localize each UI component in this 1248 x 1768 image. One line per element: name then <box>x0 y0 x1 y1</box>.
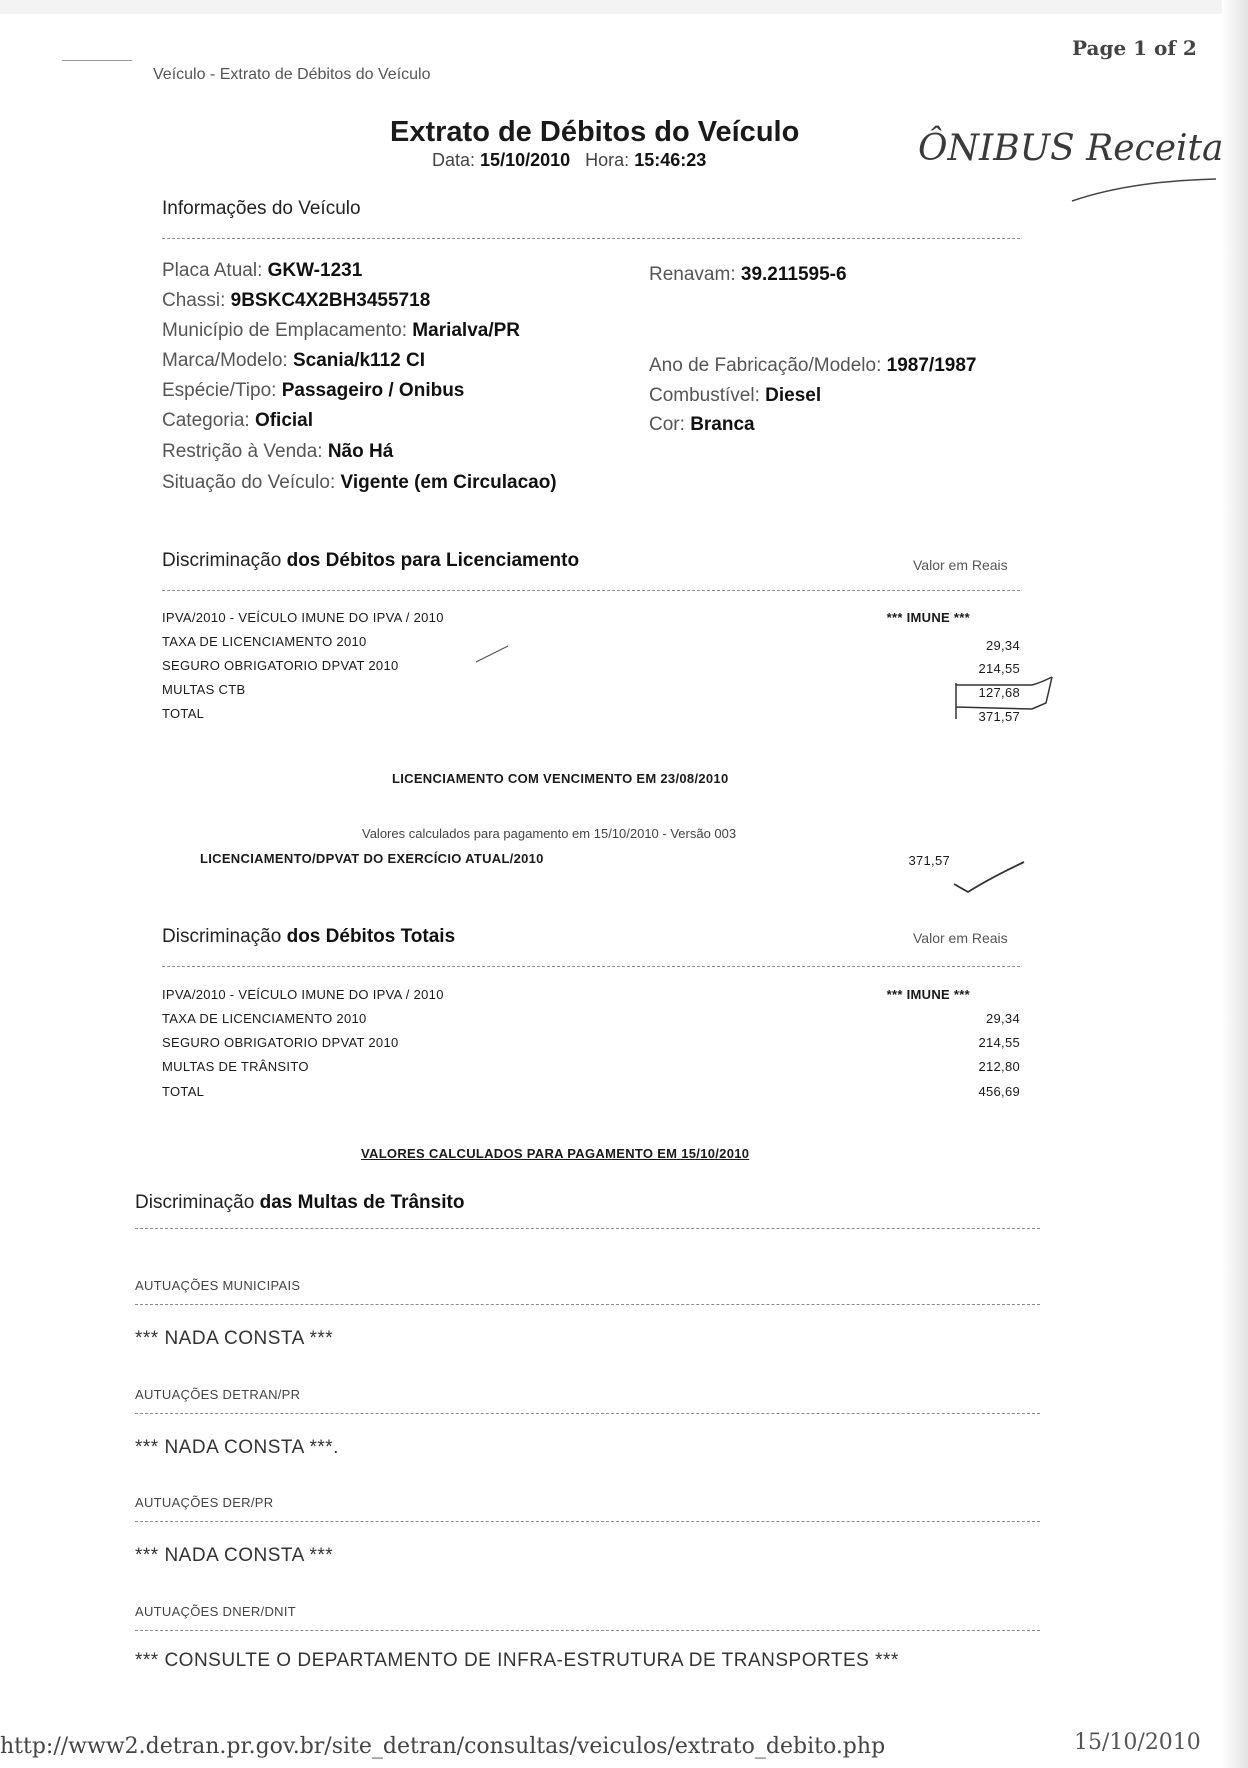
tot-row-label: SEGURO OBRIGATORIO DPVAT 2010 <box>162 1035 399 1050</box>
totais-title: Discriminação dos Débitos Totais <box>162 926 456 947</box>
date-time-line <box>432 150 706 171</box>
divider <box>162 966 1020 967</box>
handwritten-note: ÔNIBUS Receita <box>918 128 1224 169</box>
footer-url: http://www2.detran.pr.gov.br/site_detran/consultas/veiculos/extrato_debito.php <box>0 1734 886 1759</box>
handwritten-check-icon <box>950 858 1030 898</box>
lic-row-value: *** IMUNE *** <box>886 610 970 625</box>
tot-row-value: *** IMUNE *** <box>886 987 970 1002</box>
licenciamento-title: Discriminação dos Débitos para Licenciamento <box>162 550 580 571</box>
categoria-field: Categoria: Oficial <box>162 410 314 431</box>
divider <box>162 238 1020 239</box>
multas-group-title: AUTUAÇÕES DNER/DNIT <box>135 1604 296 1619</box>
situacao-field: Situação do Veículo: Vigente (em Circulacao) <box>162 472 557 493</box>
multas-group-status: *** NADA CONSTA *** <box>135 1328 334 1349</box>
scan-edge-top <box>0 0 1248 14</box>
time-label: Hora: <box>585 150 630 170</box>
combustivel-field: Combustível: Diesel <box>649 385 822 406</box>
page-title: Extrato de Débitos do Veículo <box>390 116 800 148</box>
handwritten-underline <box>1070 175 1220 205</box>
multas-group-status: *** CONSULTE O DEPARTAMENTO DE INFRA-ESTRUTURA DE TRANSPORTES *** <box>135 1650 899 1671</box>
tot-row-value: 456,69 <box>978 1084 1020 1099</box>
multas-group-title: AUTUAÇÕES MUNICIPAIS <box>135 1278 301 1293</box>
time-value: 15:46:23 <box>634 150 707 170</box>
scan-edge-right <box>1222 0 1248 1768</box>
multas-title: Discriminação das Multas de Trânsito <box>135 1192 465 1213</box>
renavam-field: Renavam: 39.211595-6 <box>649 264 847 285</box>
lic-row-label: TAXA DE LICENCIAMENTO 2010 <box>162 634 367 649</box>
restricao-field: Restrição à Venda: Não Há <box>162 441 394 462</box>
municipio-field: Município de Emplacamento: Marialva/PR <box>162 320 521 341</box>
footer-date: 15/10/2010 <box>1074 1730 1201 1755</box>
scan-mark <box>62 60 132 61</box>
totais-valor-header: Valor em Reais <box>913 930 1008 946</box>
lic-row-label: IPVA/2010 - VEÍCULO IMUNE DO IPVA / 2010 <box>162 610 444 625</box>
lic-row-label: TOTAL <box>162 706 205 721</box>
breadcrumb: Veículo - Extrato de Débitos do Veículo <box>153 66 431 83</box>
divider <box>135 1304 1040 1305</box>
placa-field: Placa Atual: GKW-1231 <box>162 260 363 281</box>
divider <box>135 1630 1040 1631</box>
totais-calc-note: VALORES CALCULADOS PARA PAGAMENTO EM 15/10/2010 <box>361 1146 750 1161</box>
tot-row-label: MULTAS DE TRÂNSITO <box>162 1059 309 1074</box>
lic-row-label: SEGURO OBRIGATORIO DPVAT 2010 <box>162 658 399 673</box>
tot-row-value: 212,80 <box>978 1059 1020 1074</box>
ano-field: Ano de Fabricação/Modelo: 1987/1987 <box>649 355 977 376</box>
lic-row-value: 29,34 <box>985 638 1020 653</box>
tot-row-value: 29,34 <box>985 1011 1020 1026</box>
tot-row-label: IPVA/2010 - VEÍCULO IMUNE DO IPVA / 2010 <box>162 987 444 1002</box>
handwritten-tick <box>474 642 514 666</box>
date-value: 15/10/2010 <box>480 150 571 170</box>
vehicle-info-title: Informações do Veículo <box>162 198 361 219</box>
exercicio-label: LICENCIAMENTO/DPVAT DO EXERCÍCIO ATUAL/2010 <box>200 851 544 866</box>
licenciamento-valor-header: Valor em Reais <box>913 557 1008 573</box>
lic-row-label: MULTAS CTB <box>162 682 246 697</box>
page-number: Page 1 of 2 <box>1072 36 1197 60</box>
multas-group-title: AUTUAÇÕES DER/PR <box>135 1495 274 1510</box>
cor-field: Cor: Branca <box>649 414 755 435</box>
lic-row-value: 214,55 <box>978 661 1020 676</box>
calc-note: Valores calculados para pagamento em 15/10/2010 - Versão 003 <box>362 826 737 841</box>
lic-row-value: 127,68 <box>978 685 1020 700</box>
vencimento-line: LICENCIAMENTO COM VENCIMENTO EM 23/08/2010 <box>392 771 729 786</box>
divider <box>135 1228 1040 1229</box>
divider <box>162 590 1020 591</box>
tot-row-value: 214,55 <box>978 1035 1020 1050</box>
date-label: Data: <box>432 150 476 170</box>
multas-group-status: *** NADA CONSTA *** <box>135 1545 334 1566</box>
especie-field: Espécie/Tipo: Passageiro / Onibus <box>162 380 465 401</box>
tot-row-label: TAXA DE LICENCIAMENTO 2010 <box>162 1011 367 1026</box>
marca-field: Marca/Modelo: Scania/k112 CI <box>162 350 425 371</box>
lic-row-value: 371,57 <box>978 709 1020 724</box>
tot-row-label: TOTAL <box>162 1084 205 1099</box>
handwritten-circle-mark <box>948 675 1060 725</box>
divider <box>135 1521 1040 1522</box>
multas-group-title: AUTUAÇÕES DETRAN/PR <box>135 1387 301 1402</box>
chassi-field: Chassi: 9BSKC4X2BH3455718 <box>162 290 431 311</box>
exercicio-value: 371,57 <box>908 853 950 868</box>
divider <box>135 1413 1040 1414</box>
multas-group-status: *** NADA CONSTA ***. <box>135 1437 339 1458</box>
